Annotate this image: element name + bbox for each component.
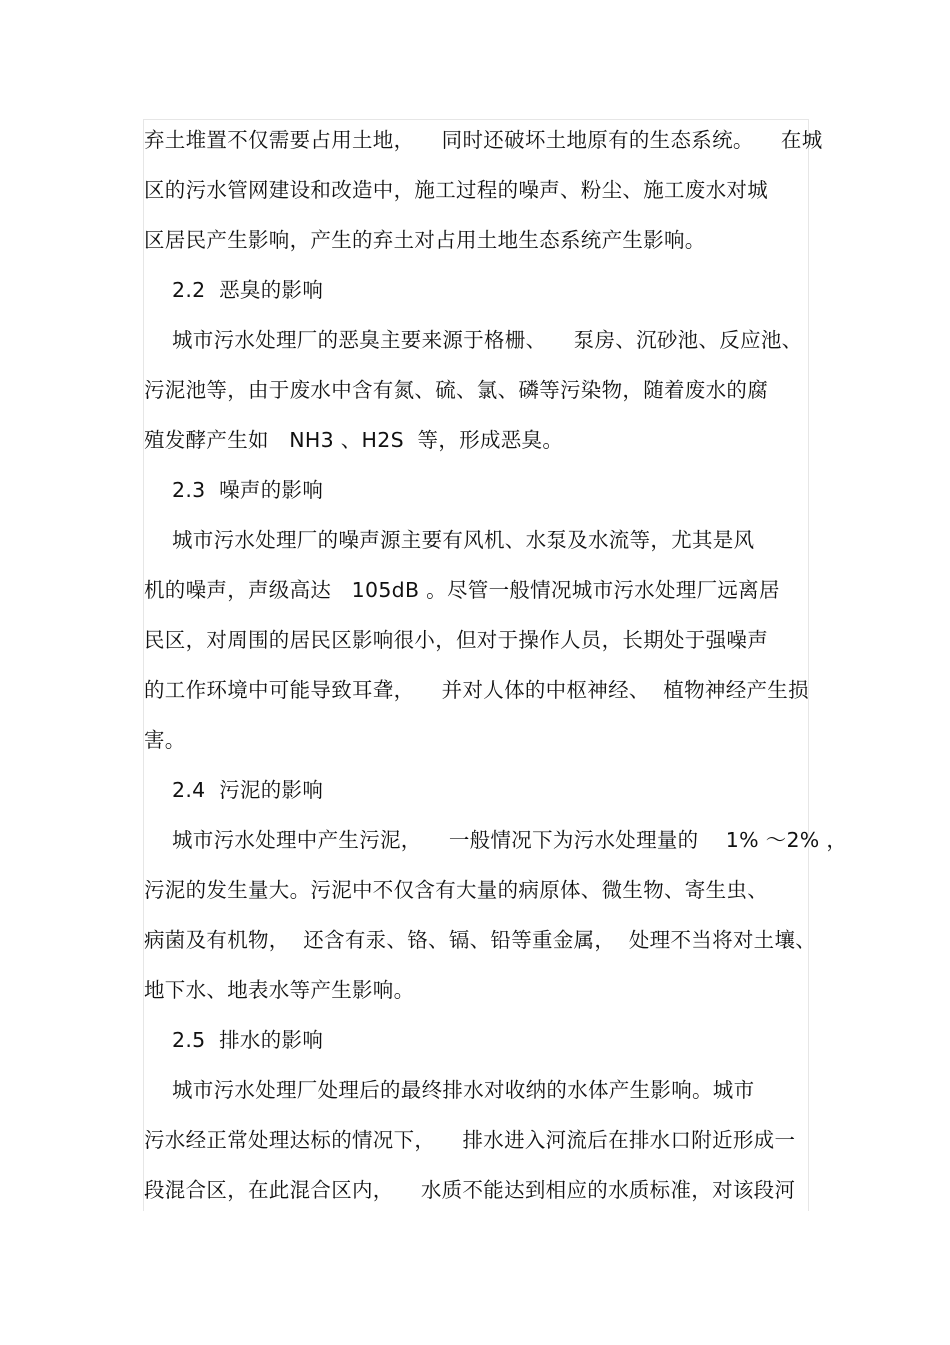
paragraph-line: 污泥池等，由于废水中含有氮、硫、氯、磷等污染物，随着废水的腐 [144,378,768,402]
section-heading: 2.3 噪声的影响 [172,478,324,502]
section-heading: 2.2 恶臭的影响 [172,278,324,302]
paragraph-line: 城市污水处理厂处理后的最终排水对收纳的水体产生影响。城市 [172,1078,755,1102]
paragraph-line: 地下水、地表水等产生影响。 [144,978,415,1002]
paragraph-line: 城市污水处理厂的恶臭主要来源于格栅、 泵房、沉砂池、反应池、 [172,328,803,352]
paragraph-line: 民区，对周围的居民区影响很小，但对于操作人员，长期处于强噪声 [144,628,768,652]
section-heading: 2.5 排水的影响 [172,1028,324,1052]
paragraph-line: 病菌及有机物， 还含有汞、铬、镉、铅等重金属， 处理不当将对土壤、 [144,928,817,952]
paragraph-line: 污水经正常处理达标的情况下， 排水进入河流后在排水口附近形成一 [144,1128,796,1152]
paragraph-line: 的工作环境中可能导致耳聋， 并对人体的中枢神经、 植物神经产生损 [144,678,809,702]
paragraph-line: 害。 [144,728,186,752]
paragraph-line: 弃土堆置不仅需要占用土地， 同时还破坏土地原有的生态系统。 在城 [144,128,823,152]
paragraph-line: 区居民产生影响，产生的弃土对占用土地生态系统产生影响。 [144,228,706,252]
paragraph-line: 机的噪声，声级高达 105dB 。尽管一般情况城市污水处理厂远离居 [144,578,780,602]
paragraph-line: 殖发酵产生如 NH3 、H2S 等，形成恶臭。 [144,428,564,452]
page-frame-right [808,119,809,1211]
paragraph-line: 段混合区，在此混合区内， 水质不能达到相应的水质标准，对该段河 [144,1178,796,1202]
section-heading: 2.4 污泥的影响 [172,778,324,802]
paragraph-line: 城市污水处理中产生污泥， 一般情况下为污水处理量的 1% ～2% ， [172,828,848,852]
page-frame-left [143,119,144,1211]
paragraph-line: 污泥的发生量大。污泥中不仅含有大量的病原体、微生物、寄生虫、 [144,878,768,902]
paragraph-line: 城市污水处理厂的噪声源主要有风机、水泵及水流等，尤其是风 [172,528,755,552]
paragraph-line: 区的污水管网建设和改造中，施工过程的噪声、粉尘、施工废水对城 [144,178,768,202]
page-frame-top [143,119,809,120]
